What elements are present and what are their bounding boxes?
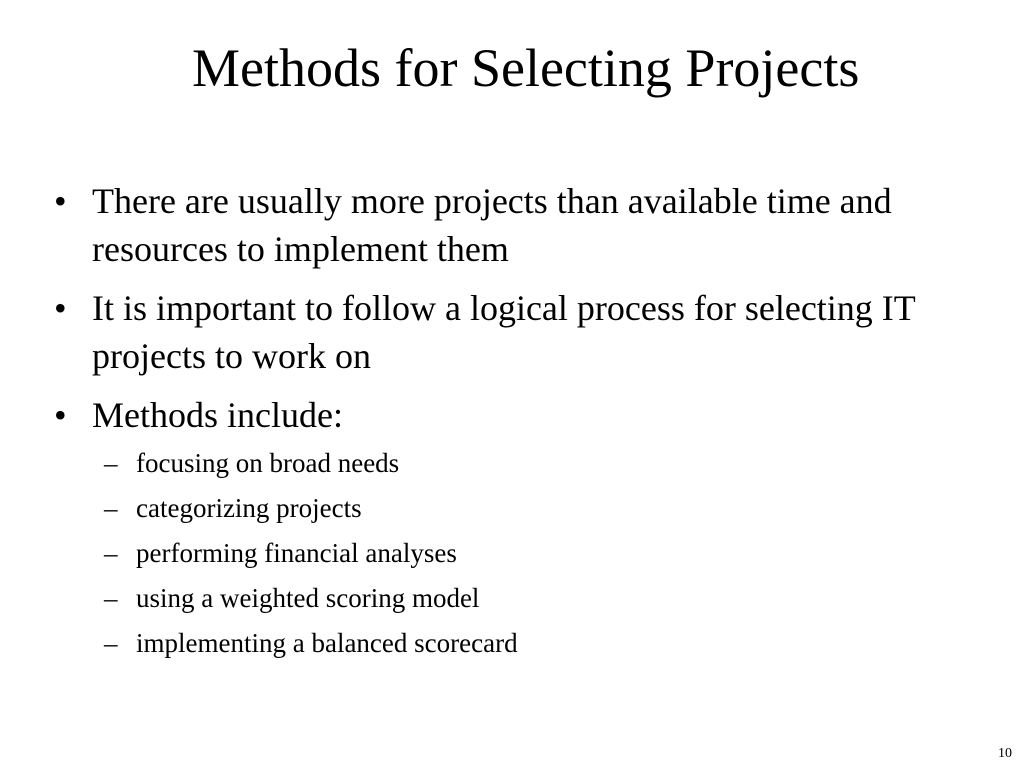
- sub-bullet-item: [52, 486, 982, 531]
- bullet-text: Methods include:: [92, 395, 343, 435]
- slide-number: 10: [998, 746, 1012, 761]
- bullet-item: [52, 284, 982, 380]
- sub-bullet-text: categorizing projects: [136, 493, 362, 523]
- dash-marker: –: [104, 493, 118, 523]
- sub-bullet-text: using a weighted scoring model: [136, 583, 480, 613]
- bullet-list: [52, 177, 982, 677]
- dash-marker: –: [104, 538, 118, 568]
- methods-sublist: [52, 441, 982, 666]
- sub-bullet-text: focusing on broad needs: [136, 448, 400, 478]
- sub-bullet-item: [52, 441, 982, 486]
- bullet-text: It is important to follow a logical process for selecting IT projects to work on: [92, 288, 916, 376]
- sub-bullet-item: [52, 576, 982, 621]
- sub-bullet-item: [52, 621, 982, 666]
- bullet-marker: •: [54, 395, 67, 435]
- bullet-item: [52, 177, 982, 273]
- bullet-marker: •: [54, 288, 67, 328]
- dash-marker: –: [104, 448, 118, 478]
- bullet-marker: •: [54, 181, 67, 221]
- sub-bullet-text: implementing a balanced scorecard: [136, 628, 518, 658]
- dash-marker: –: [104, 583, 118, 613]
- slide-title: Methods for Selecting Projects: [192, 38, 860, 98]
- sub-bullet-item: [52, 531, 982, 576]
- dash-marker: –: [104, 628, 118, 658]
- bullet-text: There are usually more projects than available time and resources to implement them: [92, 181, 892, 269]
- sub-bullet-text: performing financial analyses: [136, 538, 457, 568]
- bullet-item: [52, 391, 982, 666]
